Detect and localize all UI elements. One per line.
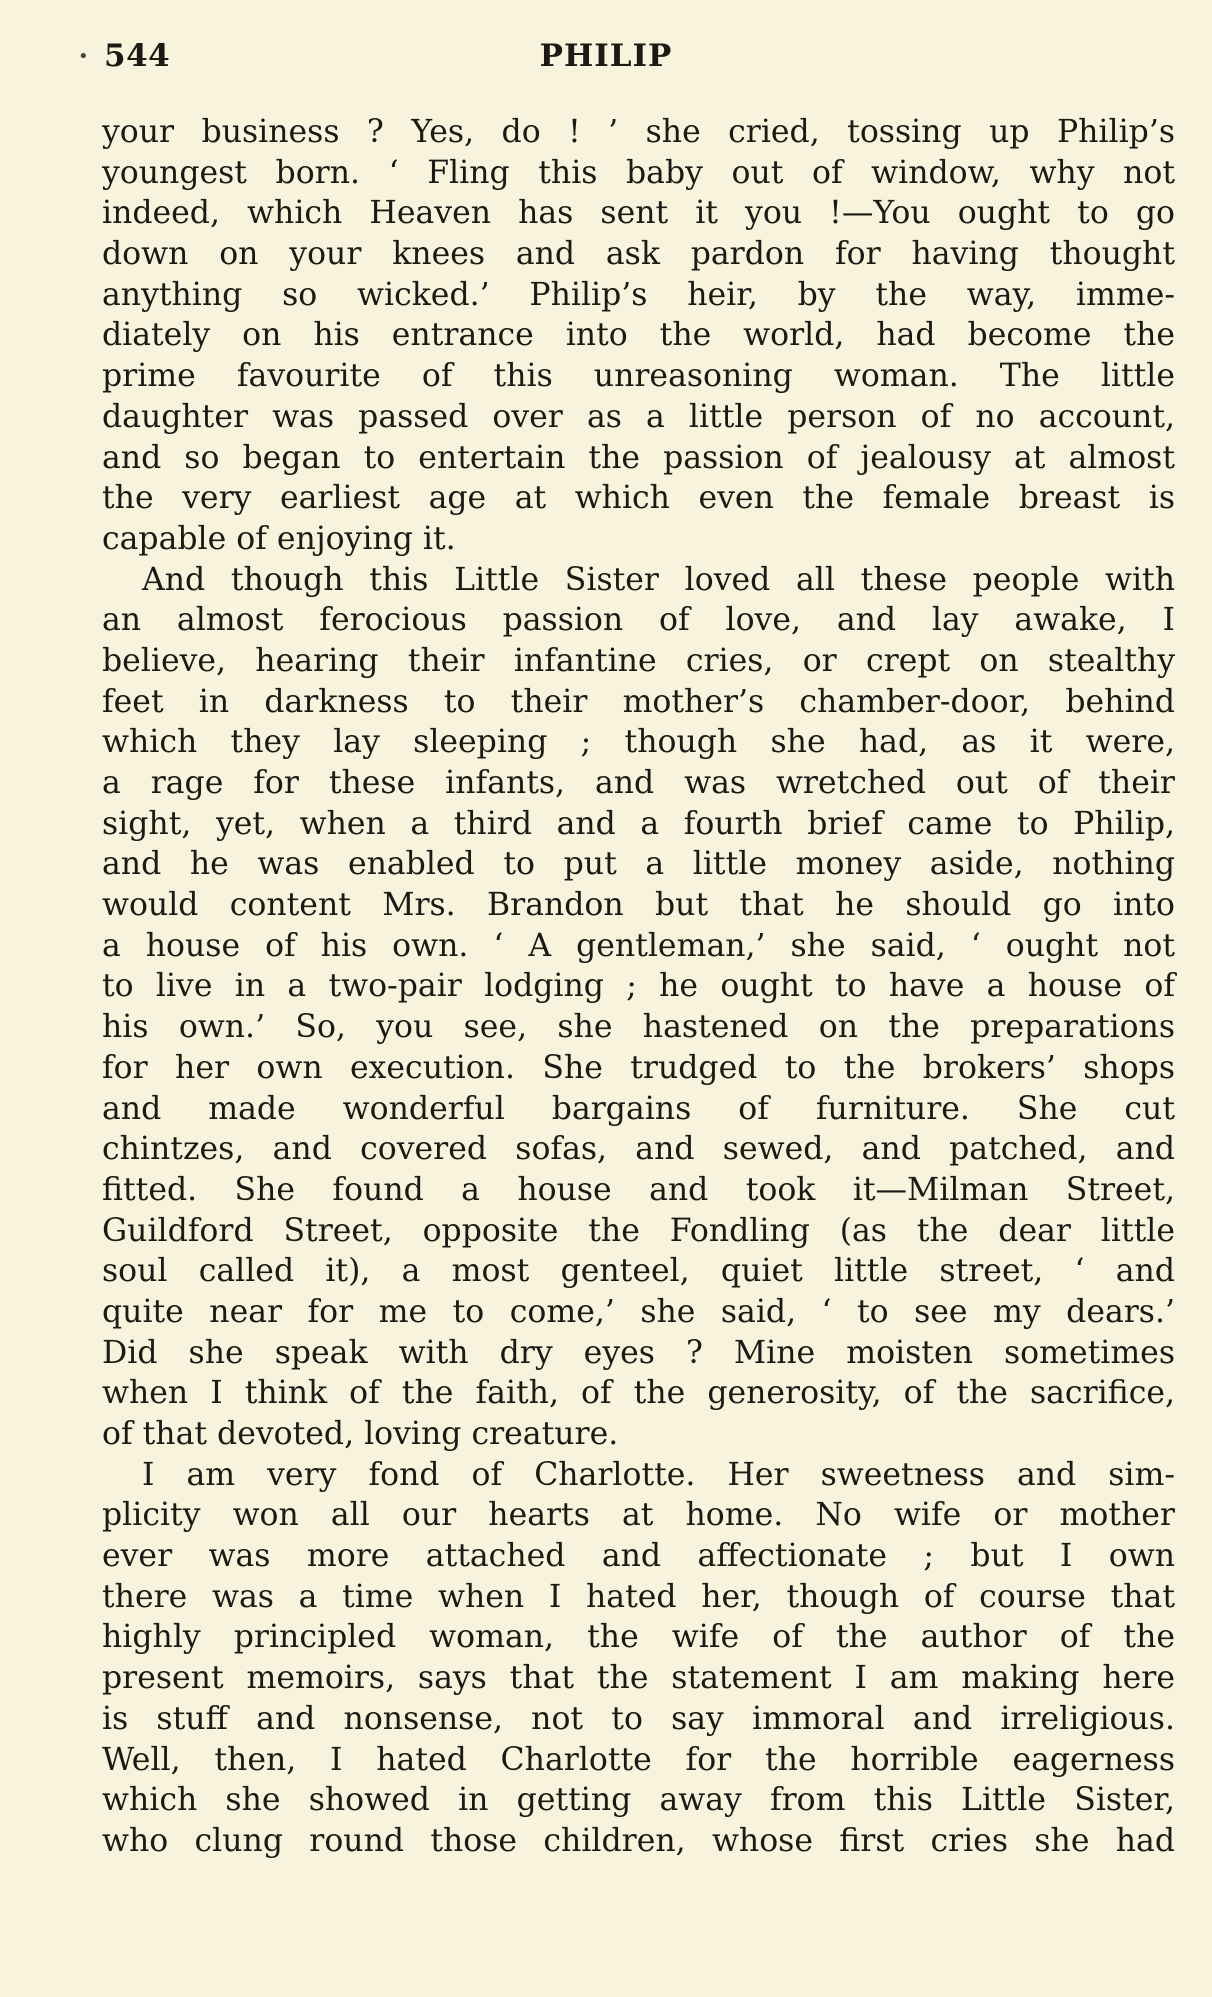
- page-header: [0, 38, 1212, 82]
- header-mark: •: [78, 46, 89, 67]
- text-line: for her own execution. She trudged to the brokers’ shops: [102, 1049, 1175, 1086]
- text-line: which she showed in getting away from this Little Sister,: [102, 1782, 1175, 1819]
- text-line: highly principled woman, the wife of the author of the: [102, 1619, 1175, 1656]
- text-line: Guildford Street, opposite the Fondling (as the dear little: [102, 1212, 1175, 1249]
- text-line: which they lay sleeping ; though she had, as it were,: [102, 724, 1175, 761]
- text-line: feet in darkness to their mother’s chamber-door, behind: [102, 683, 1175, 720]
- text-line: and he was enabled to put a little money aside, nothing: [102, 846, 1175, 883]
- text-line: soul called it), a most genteel, quiet little street, ‘ and: [102, 1253, 1175, 1290]
- text-line: down on your knees and ask pardon for having thought: [102, 236, 1175, 273]
- text-line: would content Mrs. Brandon but that he should go into: [102, 887, 1175, 924]
- text-line: daughter was passed over as a little person of no account,: [102, 398, 1175, 435]
- paragraph-end-line: of that devoted, loving creature.: [102, 1416, 619, 1452]
- body-text: [102, 112, 1175, 1862]
- text-line: believe, hearing their infantine cries, or crept on stealthy: [102, 642, 1175, 679]
- text-line: youngest born. ‘ Fling this baby out of window, why not: [102, 154, 1175, 191]
- text-line: Did she speak with dry eyes ? Mine moisten sometimes: [102, 1334, 1175, 1371]
- paragraph-first-line: And though this Little Sister loved all these people with: [142, 561, 1175, 598]
- text-line: and made wonderful bargains of furniture. She cut: [102, 1090, 1175, 1127]
- text-line: diately on his entrance into the world, had become the: [102, 317, 1175, 354]
- text-line: plicity won all our hearts at home. No wife or mother: [102, 1497, 1175, 1534]
- text-line: Well, then, I hated Charlotte for the horrible eagerness: [102, 1741, 1175, 1778]
- text-line: chintzes, and covered sofas, and sewed, and patched, and: [102, 1131, 1175, 1168]
- running-head: PHILIP: [539, 38, 673, 74]
- paragraph-first-line: I am very fond of Charlotte. Her sweetness and sim-: [142, 1456, 1175, 1493]
- text-line: a rage for these infants, and was wretched out of their: [102, 765, 1175, 801]
- text-line: ever was more attached and affectionate ; but I own: [102, 1538, 1175, 1575]
- text-line: quite near for me to come,’ she said, ‘ to see my dears.’: [102, 1293, 1175, 1330]
- text-line: his own.’ So, you see, she hastened on the preparations: [102, 1009, 1175, 1046]
- text-line: sight, yet, when a third and a fourth brief came to Philip,: [102, 805, 1175, 842]
- text-line: indeed, which Heaven has sent it you !—You ought to go: [102, 195, 1175, 232]
- text-line: your business ? Yes, do ! ’ she cried, tossing up Philip’s: [102, 114, 1175, 150]
- text-line: a house of his own. ‘ A gentleman,’ she said, ‘ ought not: [102, 927, 1175, 964]
- page-number: 544: [104, 38, 171, 74]
- text-line: and so began to entertain the passion of jealousy at almost: [102, 439, 1175, 476]
- paragraph-end-line: capable of enjoying it.: [102, 520, 456, 557]
- text-line: to live in a two-pair lodging ; he ought to have a house of: [102, 968, 1175, 1005]
- text-line: an almost ferocious passion of love, and lay awake, I: [102, 602, 1175, 639]
- text-line: fitted. She found a house and took it—Milman Street,: [102, 1171, 1175, 1208]
- text-line: when I think of the faith, of the generosity, of the sacrifice,: [102, 1375, 1175, 1412]
- text-line: is stuff and nonsense, not to say immoral and irreligious.: [102, 1700, 1175, 1737]
- text-line: anything so wicked.’ Philip’s heir, by the way, imme-: [102, 276, 1175, 313]
- text-line: who clung round those children, whose first cries she had: [102, 1822, 1175, 1859]
- text-line: there was a time when I hated her, though of course that: [102, 1578, 1175, 1615]
- text-line: the very earliest age at which even the female breast is: [102, 480, 1175, 517]
- text-line: prime favourite of this unreasoning woman. The little: [102, 358, 1175, 395]
- text-line: present memoirs, says that the statement I am making here: [102, 1660, 1175, 1697]
